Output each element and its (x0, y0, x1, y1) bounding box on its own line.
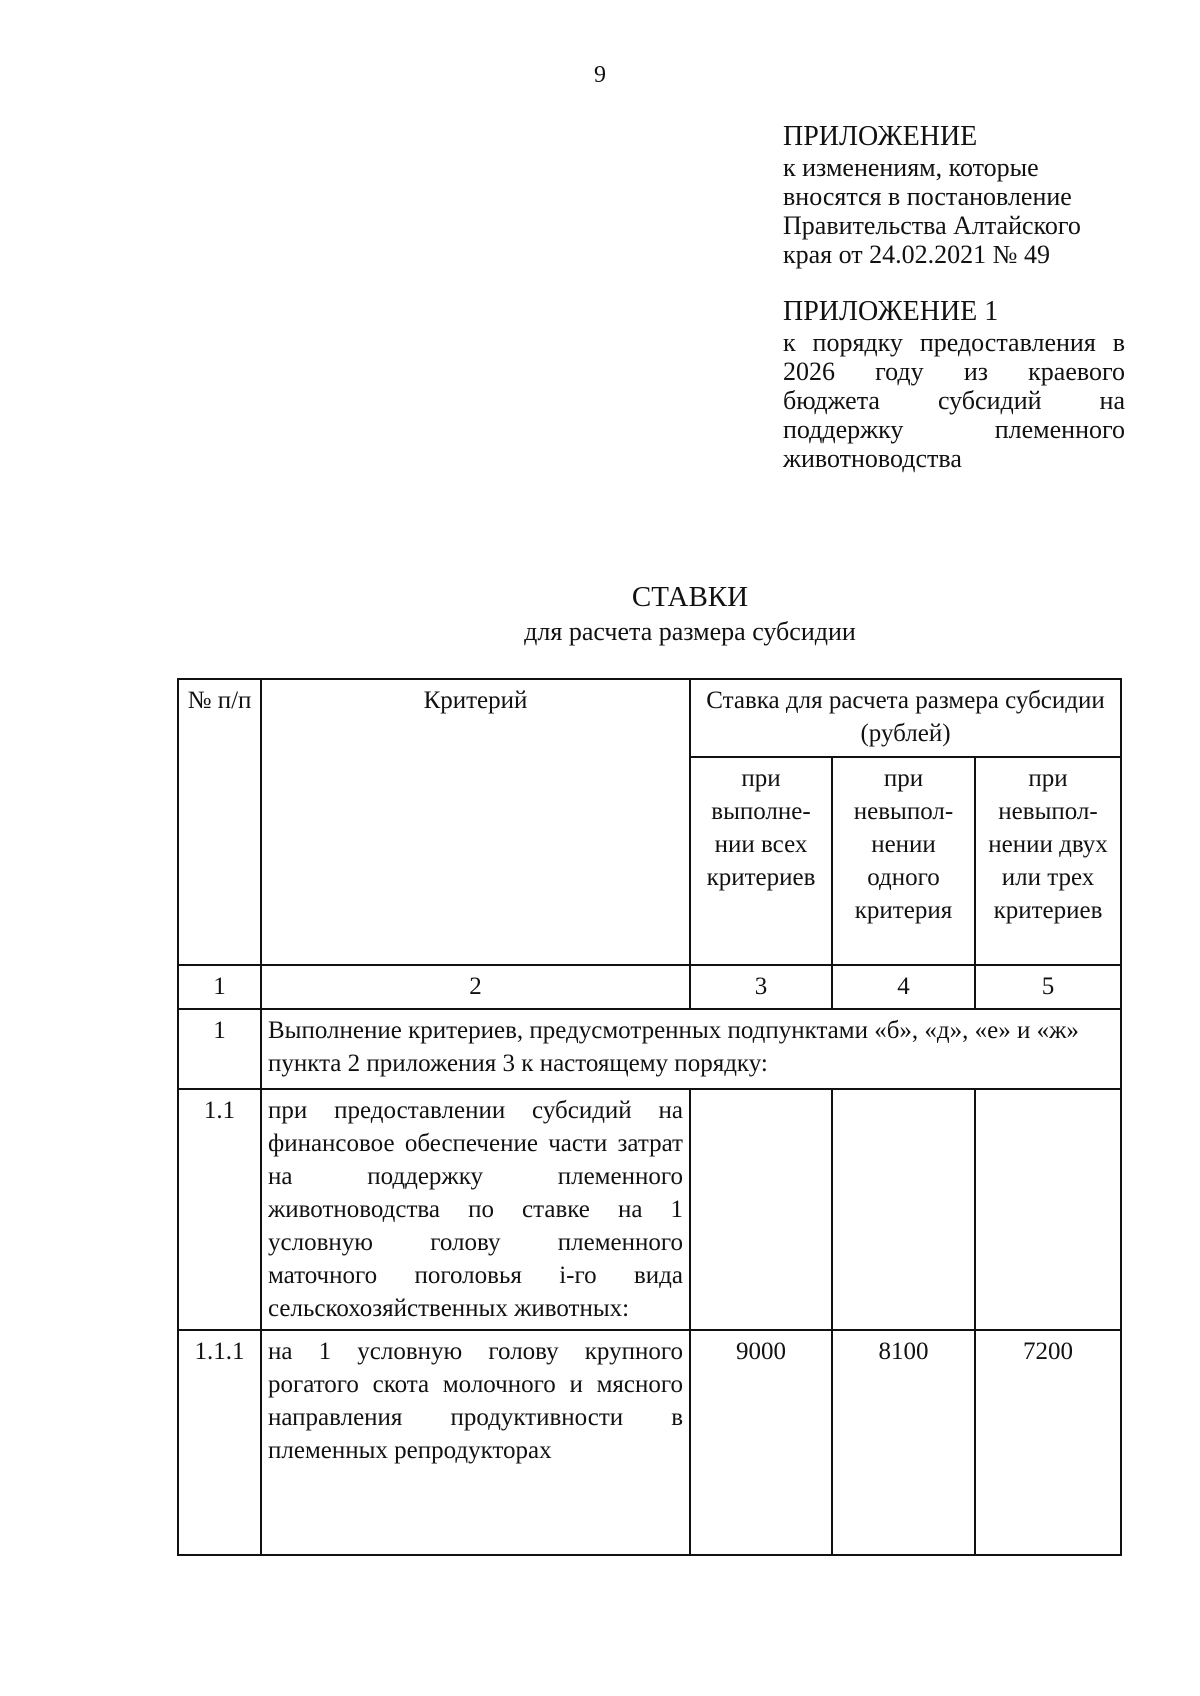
rate-all-criteria: 9000 (690, 1330, 832, 1555)
header-criterion: Критерий (261, 679, 690, 965)
appendix-1-line: животноводства (783, 444, 962, 473)
row-number: 1.1 (178, 1089, 261, 1330)
row-criterion: при предоставлении субсидий на финансовое обеспечение части затрат на поддержку племенного животноводства по ставке на 1 условную голову племенного маточного поголовья i-го вида сельскохозяйственных животных: (261, 1089, 690, 1330)
rate-two-three-failed (975, 1089, 1121, 1330)
table-row (178, 1330, 1121, 1555)
appendix-1-line: поддержку племенного (783, 415, 1125, 444)
rate-one-failed: 8100 (832, 1330, 975, 1555)
row-criterion: Выполнение критериев, предусмотренных подпунктами «б», «д», «е» и «ж» пункта 2 приложения 3 к настоящему порядку: (261, 1009, 1121, 1089)
table-row (178, 1089, 1121, 1330)
appendix-1-heading: ПРИЛОЖЕНИЕ 1 (783, 296, 999, 327)
appendix-1-line: бюджета субсидий на (783, 386, 1125, 415)
appendix-heading: ПРИЛОЖЕНИЕ (783, 121, 978, 152)
appendix-header (783, 121, 1125, 269)
rate-two-three-failed: 7200 (975, 1330, 1121, 1555)
header-one-criterion-failed: при невыпол-нении одного критерия (832, 757, 975, 965)
column-number: 2 (261, 965, 690, 1009)
table-row (178, 1009, 1121, 1089)
appendix-line: Правительства Алтайского (783, 211, 1081, 240)
appendix-1-header (783, 296, 1125, 473)
document-subtitle: для расчета размера субсидии (524, 617, 856, 646)
column-number: 4 (832, 965, 975, 1009)
header-all-criteria: при выполне-нии всех критериев (690, 757, 832, 965)
appendix-1-body (783, 328, 1125, 473)
column-number: 3 (690, 965, 832, 1009)
appendix-line: края от 24.02.2021 № 49 (783, 240, 1050, 269)
appendix-1-line: 2026 году из краевого (783, 357, 1125, 386)
column-number: 1 (178, 965, 261, 1009)
rate-all-criteria (690, 1089, 832, 1330)
rates-table (177, 678, 1122, 1556)
row-criterion: на 1 условную голову крупного рогатого скота молочного и мясного направления продуктивности в племенных репродукторах (261, 1330, 690, 1555)
rate-one-failed (832, 1089, 975, 1330)
page-number: 9 (594, 62, 606, 88)
header-two-three-failed: при невыпол-нении двух или трех критериев (975, 757, 1121, 965)
header-number: № п/п (178, 679, 261, 965)
row-number: 1.1.1 (178, 1330, 261, 1555)
column-number: 5 (975, 965, 1121, 1009)
header-rate-group: Ставка для расчета размера субсидии (рублей) (690, 679, 1121, 757)
appendix-line: вносятся в постановление (783, 182, 1072, 211)
row-number: 1 (178, 1009, 261, 1089)
appendix-1-line: к порядку предоставления в (783, 328, 1125, 357)
document-title: СТАВКИ (631, 581, 749, 613)
column-number-row (178, 965, 1121, 1009)
appendix-line: к изменениям, которые (783, 153, 1039, 182)
